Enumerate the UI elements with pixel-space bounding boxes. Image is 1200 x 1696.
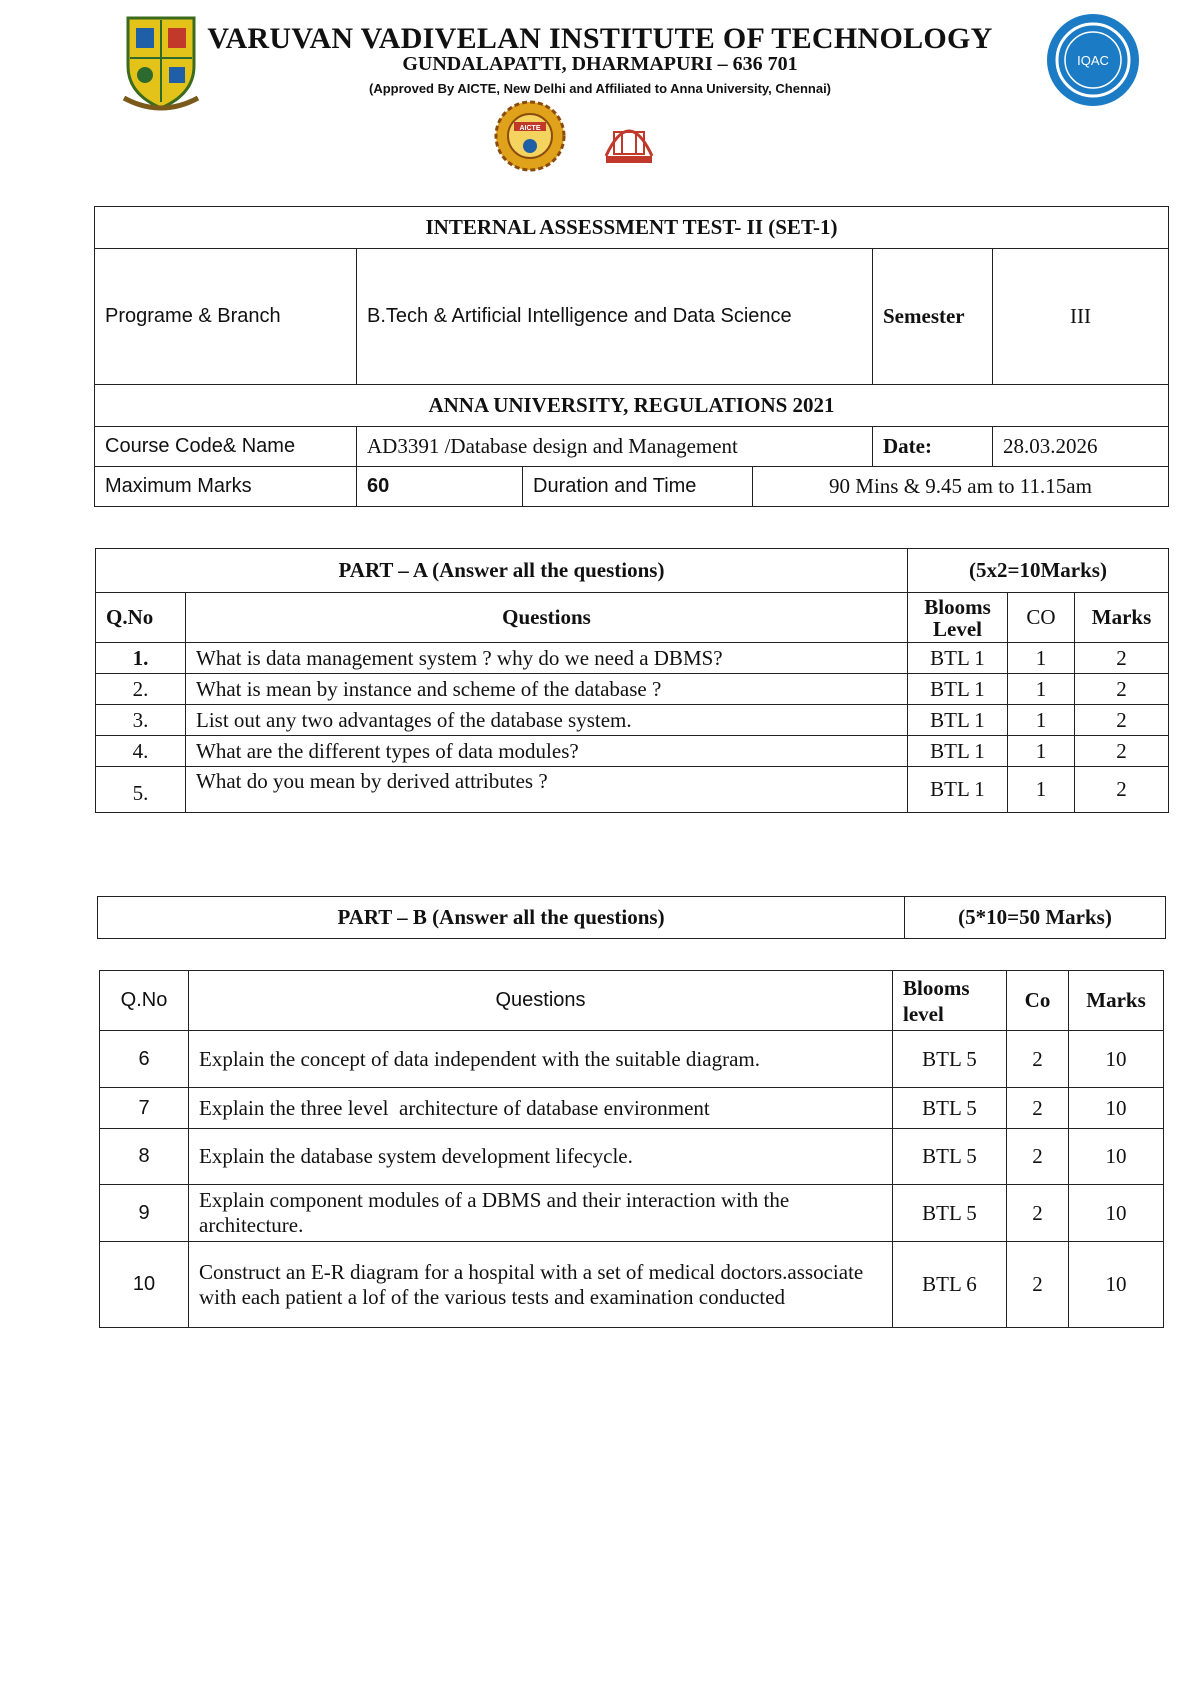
course-outcome: 1: [1008, 767, 1075, 813]
question-marks: 10: [1069, 1185, 1164, 1242]
course-outcome: 2: [1007, 1129, 1069, 1185]
exam-title: INTERNAL ASSESSMENT TEST- II (SET-1): [95, 207, 1169, 249]
question-number: 5.: [96, 767, 186, 813]
part-a-header-qno: Q.No: [96, 593, 186, 643]
institute-name: VARUVAN VADIVELAN INSTITUTE OF TECHNOLOGY: [207, 22, 993, 55]
question-number: 6: [100, 1031, 189, 1088]
question-text: List out any two advantages of the database system.: [186, 705, 908, 736]
course-value: AD3391 /Database design and Management: [357, 427, 873, 467]
course-outcome: 1: [1008, 643, 1075, 674]
course-outcome: 2: [1007, 1185, 1069, 1242]
duration-value: 90 Mins & 9.45 am to 11.15am: [753, 467, 1169, 507]
programme-value: B.Tech & Artificial Intelligence and Data Science: [357, 249, 873, 385]
part-a-header-question: Questions: [186, 593, 908, 643]
question-marks: 10: [1069, 1242, 1164, 1328]
question-number: 10: [100, 1242, 189, 1328]
semester-value: III: [993, 249, 1169, 385]
blooms-level: BTL 5: [893, 1185, 1007, 1242]
part-a-header-co: CO: [1008, 593, 1075, 643]
question-text: What is data management system ? why do we need a DBMS?: [186, 643, 908, 674]
date-value: 28.03.2026: [993, 427, 1169, 467]
question-text: Explain the database system development lifecycle.: [189, 1129, 893, 1185]
part-b-marks-note: (5*10=50 Marks): [905, 897, 1166, 939]
part-b-header-co: Co: [1007, 971, 1069, 1031]
question-number: 7: [100, 1088, 189, 1129]
programme-label: Programe & Branch: [95, 249, 357, 385]
blooms-level: BTL 1: [908, 767, 1008, 813]
question-marks: 2: [1075, 705, 1169, 736]
question-text: Explain the three level architecture of database environment: [189, 1088, 893, 1129]
duration-label: Duration and Time: [523, 467, 753, 507]
part-a-title: PART – A (Answer all the questions): [96, 549, 908, 593]
question-marks: 10: [1069, 1129, 1164, 1185]
course-outcome: 2: [1007, 1242, 1069, 1328]
part-b-header-qno: Q.No: [100, 971, 189, 1031]
table-row: [96, 643, 1169, 674]
part-b-header-question: Questions: [189, 971, 893, 1031]
table-row: [100, 1031, 1164, 1088]
table-row: [100, 1185, 1164, 1242]
question-number: 3.: [96, 705, 186, 736]
blooms-level: BTL 6: [893, 1242, 1007, 1328]
part-b-table: [99, 970, 1164, 1328]
question-text: What do you mean by derived attributes ?: [186, 767, 908, 813]
part-a-marks-note: (5x2=10Marks): [908, 549, 1169, 593]
question-number: 2.: [96, 674, 186, 705]
question-text: What is mean by instance and scheme of the database ?: [186, 674, 908, 705]
anna-university-logo: [600, 106, 658, 166]
table-row: [96, 736, 1169, 767]
question-text: Explain the concept of data independent with the suitable diagram.: [189, 1031, 893, 1088]
blooms-level: BTL 5: [893, 1031, 1007, 1088]
blooms-level: BTL 1: [908, 736, 1008, 767]
question-marks: 2: [1075, 736, 1169, 767]
question-number: 1.: [96, 643, 186, 674]
table-row: [96, 674, 1169, 705]
course-label: Course Code& Name: [95, 427, 357, 467]
part-b-header-marks: Marks: [1069, 971, 1164, 1031]
course-outcome: 1: [1008, 674, 1075, 705]
question-text: Construct an E-R diagram for a hospital with a set of medical doctors.associate with each patient a lof of the various tests and examination conducted: [189, 1242, 893, 1328]
table-row: [96, 705, 1169, 736]
question-marks: 2: [1075, 674, 1169, 705]
table-row: [100, 1242, 1164, 1328]
course-outcome: 2: [1007, 1088, 1069, 1129]
institute-address: GUNDALAPATTI, DHARMAPURI – 636 701: [402, 53, 798, 75]
question-number: 8: [100, 1129, 189, 1185]
question-text: Explain component modules of a DBMS and their interaction with the architecture.: [189, 1185, 893, 1242]
blooms-level: BTL 5: [893, 1129, 1007, 1185]
question-number: 9: [100, 1185, 189, 1242]
question-marks: 2: [1075, 643, 1169, 674]
semester-label: Semester: [873, 249, 993, 385]
institute-approval: (Approved By AICTE, New Delhi and Affiliated to Anna University, Chennai): [368, 81, 832, 96]
part-a-header-blooms: Blooms Level: [908, 593, 1008, 643]
part-b-title: PART – B (Answer all the questions): [98, 897, 905, 939]
course-outcome: 1: [1008, 736, 1075, 767]
question-text: What are the different types of data modules?: [186, 736, 908, 767]
table-row: [100, 1129, 1164, 1185]
question-number: 4.: [96, 736, 186, 767]
regulation: ANNA UNIVERSITY, REGULATIONS 2021: [95, 385, 1169, 427]
question-marks: 2: [1075, 767, 1169, 813]
iqac-logo-text: IQAC: [1077, 53, 1109, 68]
blooms-level: BTL 1: [908, 643, 1008, 674]
question-marks: 10: [1069, 1031, 1164, 1088]
part-b-header-blooms: Blooms level: [893, 971, 1007, 1031]
part-a-header-marks: Marks: [1075, 593, 1169, 643]
part-a-table: [95, 548, 1169, 813]
aicte-logo: [494, 100, 566, 172]
table-row: [100, 1088, 1164, 1129]
question-marks: 10: [1069, 1088, 1164, 1129]
part-b-header-table: [97, 896, 1166, 939]
date-label: Date:: [873, 427, 993, 467]
max-marks-label: Maximum Marks: [95, 467, 357, 507]
blooms-level: BTL 1: [908, 674, 1008, 705]
blooms-level: BTL 5: [893, 1088, 1007, 1129]
course-outcome: 1: [1008, 705, 1075, 736]
exam-info-table: [94, 206, 1169, 507]
blooms-level: BTL 1: [908, 705, 1008, 736]
max-marks-value: 60: [357, 467, 523, 507]
table-row: [96, 767, 1169, 813]
course-outcome: 2: [1007, 1031, 1069, 1088]
aicte-logo-text: AICTE: [519, 125, 541, 132]
